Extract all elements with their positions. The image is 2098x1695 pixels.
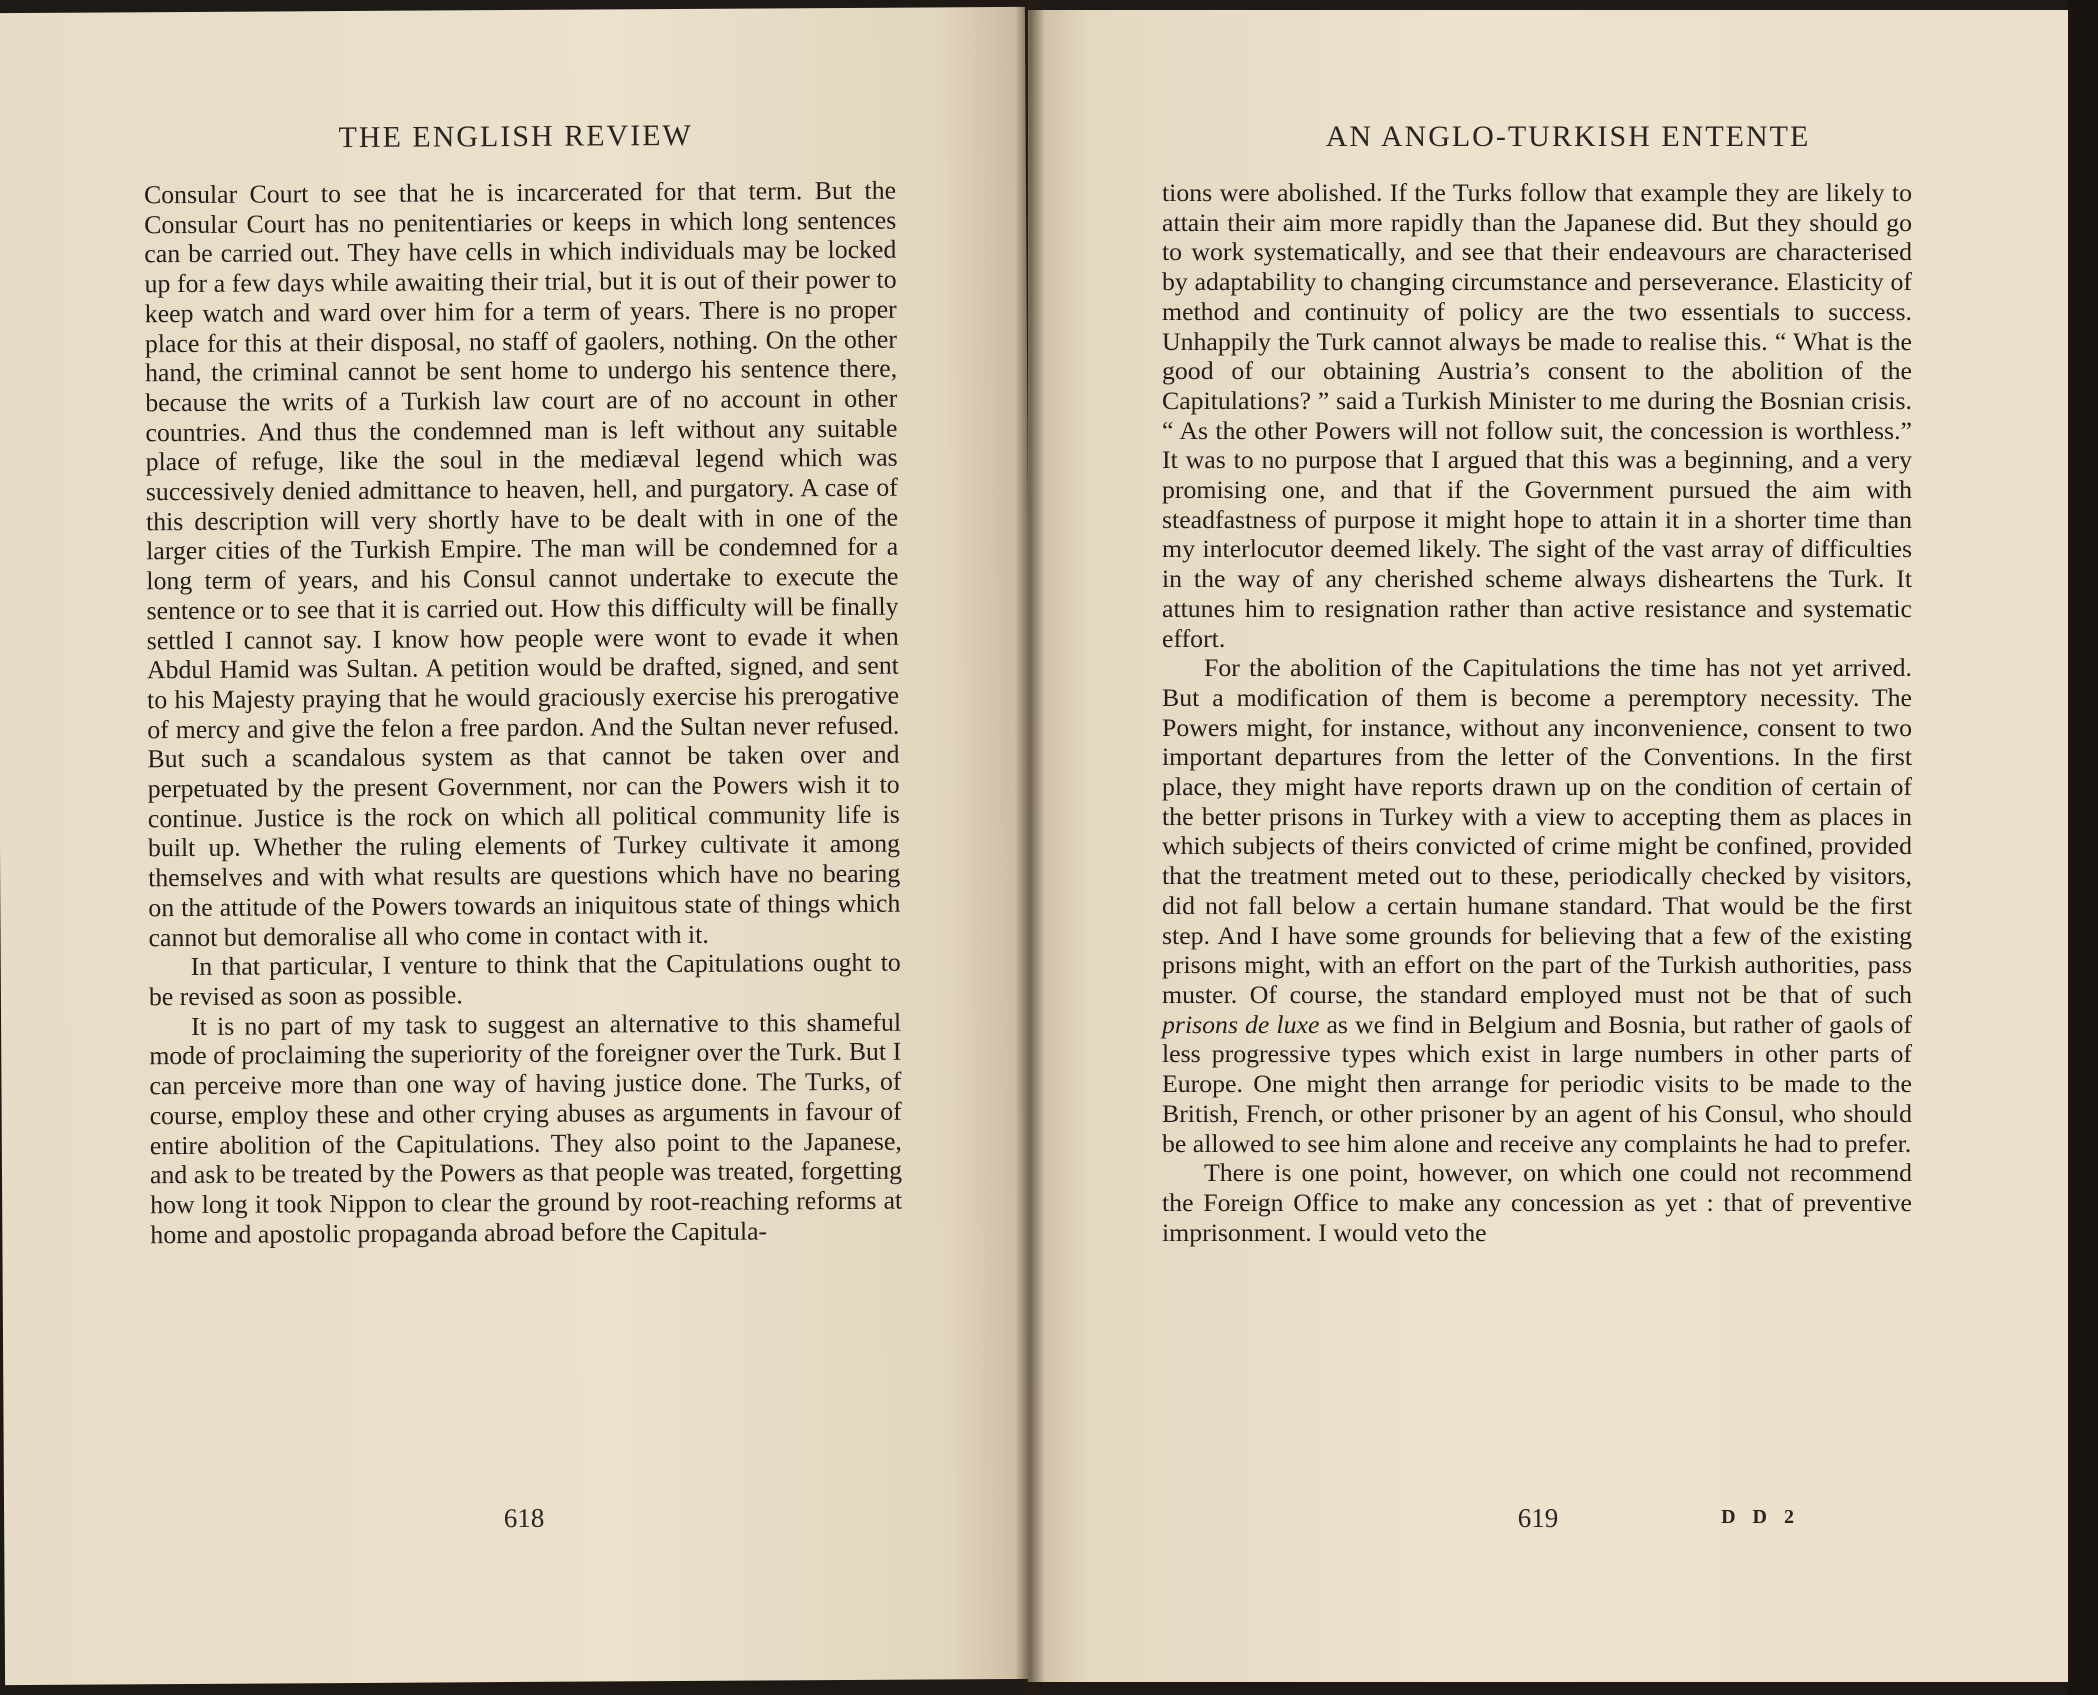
page-number-right: 619: [1517, 1503, 1559, 1533]
paragraph: It is no part of my task to suggest an alternative to this shameful mode of proclaiming the superiority of the foreigner over the Turk. But I can perceive more than one way of having justice done. The Turks, of course, employ these and other crying abuses as arguments in favour of entire abolition of the Capitulations. They also point to the Japanese, and ask to be treated by the Powers as that people was treated, forgetting how long it took Nippon to clear the ground by root-reaching reforms at home and apostolic propaganda abroad before the Capitula-: [149, 1007, 903, 1249]
signature-mark: D D 2: [1721, 1506, 1800, 1528]
book-gutter: [1015, 0, 1045, 1695]
right-page-body: [1162, 178, 1912, 1247]
left-page-body: [144, 176, 903, 1250]
italic-phrase: prisons de luxe: [1162, 1009, 1320, 1039]
running-head-right: AN ANGLO-TURKISH ENTENTE: [1325, 120, 1811, 153]
page-edge: [2068, 0, 2098, 1695]
left-page: [0, 7, 1035, 1685]
page-number-left: 618: [503, 1502, 545, 1534]
paragraph: tions were abolished. If the Turks follow that example they are likely to attain their aim more rapidly than the Japanese did. But they should go to work systematically, and see that their endeavours are characterised by adaptability to changing circumstance and perseverance. Elasticity of method and continuity of policy are the two essentials to success. Unhappily the Turk cannot always be made to realise this. “ What is the good of our obtaining Austria’s consent to the abolition of the Capitulations? ” said a Turkish Minister to me during the Bosnian crisis. “ As the other Powers will not follow suit, the concession is worthless.” It was to no purpose that I argued that this was a beginning, and a very promising one, and that if the Government pursued the aim with steadfastness of purpose it might hope to attain it in a shorter time than my interlocutor deemed likely. The sight of the vast array of difficulties in the way of any cherished scheme always disheartens the Turk. It attunes him to resignation rather than active resistance and systematic effort.: [1162, 178, 1912, 653]
running-head-left: THE ENGLISH REVIEW: [338, 118, 693, 155]
paragraph-text: as we find in Belgium and Bosnia, but rather of gaols of less progressive types which exist in large numbers in other parts of Europe. One might then arrange for periodic visits to be made to the British, French, or other prisoner by an agent of his Consul, who should be allowed to see him alone and receive any complaints he had to prefer.: [1162, 1009, 1912, 1158]
paragraph: In that particular, I venture to think that the Capitulations ought to be revised as soon as possible.: [148, 947, 901, 1012]
paragraph-text: For the abolition of the Capitulations the time has not yet arrived. But a modification of them is become a peremptory necessity. The Powers might, for instance, without any inconvenience, consent to two important departures from the letter of the Conventions. In the first place, they might have reports drawn up on the condition of certain of the better prisons in Turkey with a view to accepting them as places in which subjects of theirs convicted of crime might be confined, provided that the treatment meted out to these, periodically checked by visitors, did not fall below a certain humane standard. That would be the first step. And I have some grounds for believing that a few of the existing prisons might, with an effort on the part of the Turkish authorities, pass muster. Of course, the standard employed must not be that of such: [1162, 653, 1912, 1009]
paragraph: Consular Court to see that he is incarcerated for that term. But the Consular Court has no penitentiaries or keeps in which long sentences can be carried out. They have cells in which individuals may be locked up for a few days while awaiting their trial, but it is out of their power to keep watch and ward over him for a term of years. There is no proper place for this at their disposal, no staff of gaolers, nothing. On the other hand, the criminal cannot be sent home to undergo his sentence there, because the writs of a Turkish law court are of no account in other countries. And thus the condemned man is left without any suitable place of refuge, like the soul in the mediæval legend which was successively denied admittance to heaven, hell, and purgatory. A case of this description will very shortly have to be dealt with in one of the larger cities of the Turkish Empire. The man will be condemned for a long term of years, and his Consul cannot undertake to execute the sentence or to see that it is carried out. How this difficulty will be finally settled I cannot say. I know how people were wont to evade it when Abdul Hamid was Sultan. A petition would be drafted, signed, and sent to his Majesty praying that he would graciously exercise his prerogative of mercy and give the felon a free pardon. And the Sultan never refused. But such a scandalous system as that cannot be taken over and perpetuated by the present Government, nor can the Powers wish it to continue. Justice is the rock on which all political community life is built up. Whether the ruling elements of Turkey cultivate it among themselves and with what results are questions which have no bearing on the attitude of the Powers towards an iniquitous state of things which cannot but demoralise all who come in contact with it.: [143, 175, 901, 952]
paragraph: There is one point, however, on which one could not recommend the Foreign Office to make any concession as yet : that of preventive imprisonment. I would veto the: [1162, 1158, 1912, 1247]
paragraph: [1162, 653, 1912, 1158]
right-page: [1028, 10, 2068, 1682]
